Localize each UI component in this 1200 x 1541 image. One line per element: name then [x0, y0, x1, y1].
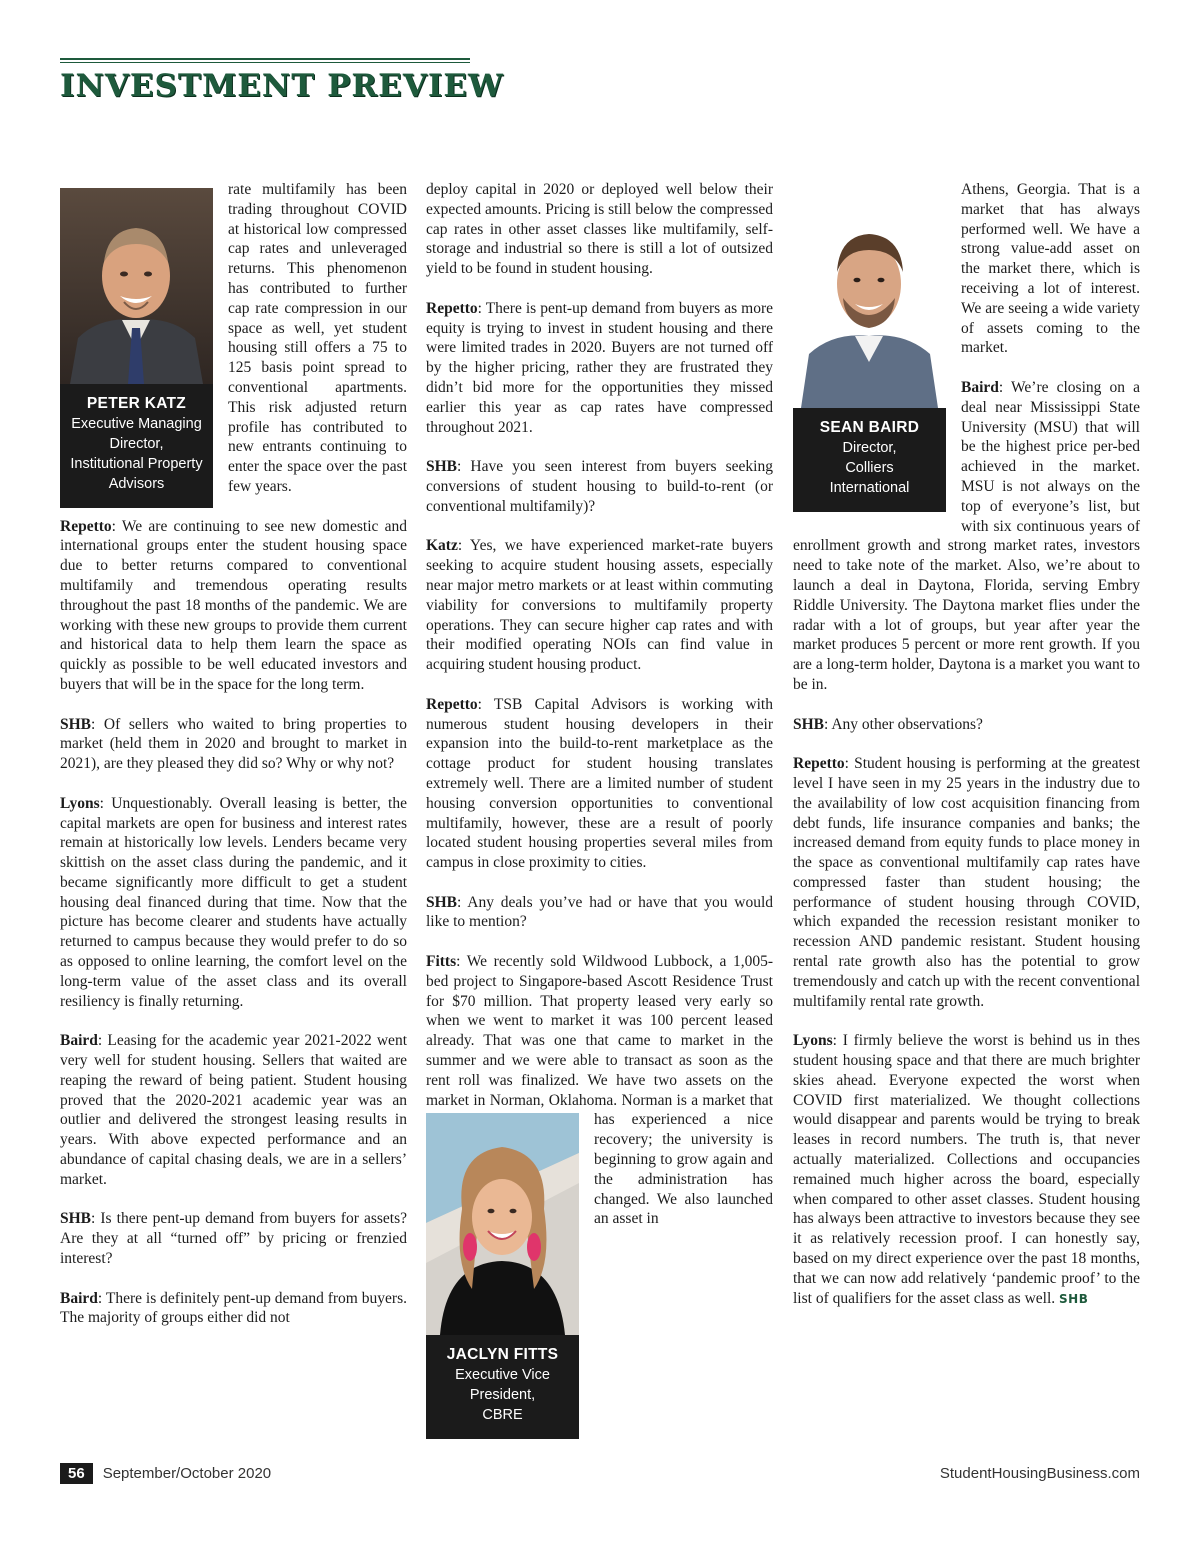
portrait-title-line: Executive Vice	[455, 1367, 550, 1383]
portrait-caption	[426, 1335, 579, 1439]
paragraph: Repetto: We are continuing to see new domestic and international groups enter the student housing space due to better returns compared to conventional multifamily and tremendous operating results throughout the past 18 months of the pandemic. We are working with these new groups to provide them current and historical data to help them learn the space as quickly as possible to be well educated investors and buyers that will be in the space for the long term.	[60, 517, 407, 693]
paragraph: Baird: We’re closing on a deal near Mississippi State University (MSU) that will be the highest price per-bed achieved in the market. MSU is not always on the top of everyone’s list, but with six continuous years of enrollment growth and strong market rates, investors need to take note of the market. Also, we’re about to launch a deal in Daytona, Florida, serving Embry Riddle University. The Daytona market flies under the radar with a lot of groups, but year after year the market produces 5 percent or more rent growth. If you are a long-term holder, Daytona is a market you want to be in.	[793, 378, 1140, 693]
speaker-label: SHB	[793, 715, 825, 733]
portrait-photo	[793, 186, 946, 408]
page-number: 56	[60, 1463, 93, 1484]
header-rule-thin	[60, 62, 470, 63]
question: SHB: Of sellers who waited to bring properties to market (held them in 2020 and brought to market in 2021), are they pleased they did so? Why or why not?	[60, 715, 407, 773]
portrait-title-line: International	[829, 480, 910, 496]
paragraph: Lyons: I firmly believe the worst is behind us in thes student housing space and that there are much brighter skies ahead. Everyone expected the worst when COVID first materialized. We thought collections would disappear and parents would be trying to break leases in record numbers. The truth is, that never actually materialized. Collections and occupancies remained much higher across the board, especially when compared to other asset classes. Student housing has always been attractive to investors because they see it as relatively recession proof. I can honestly say, based on my direct experience over the past 18 months, that we can now add relatively ‘pandemic proof’ to the list of qualifiers for the asset class as well. SHB	[793, 1032, 1140, 1307]
portrait-title-line: Institutional Property	[70, 456, 203, 472]
header-rule	[60, 58, 470, 60]
portrait-title-line: President,	[469, 1387, 536, 1403]
portrait-title-line: CBRE	[482, 1407, 523, 1423]
portrait-sean-baird	[793, 186, 946, 512]
paragraph: rate multifamily has been trading throughout COVID at historical low compressed cap rates and unleveraged returns. This phenomenon has contributed to further cap rate compression in our space as well, yet student housing still offers a 75 to 125 basis point spread to conventional apartments. This risk adjusted return profile has contributed to new entrants continuing to enter the space over the past few years.	[228, 181, 407, 495]
paragraph: Baird: There is definitely pent-up demand from buyers. The majority of groups either did not	[60, 1289, 407, 1327]
speaker-label: Fitts	[426, 953, 457, 971]
speaker-label: Repetto	[426, 695, 478, 713]
portrait-title-line: Director,	[842, 440, 897, 456]
portrait-title-line: Advisors	[108, 476, 165, 492]
question: SHB: Is there pent-up demand from buyers for assets? Are they at all “turned off” by pricing or frenzied interest?	[60, 1210, 407, 1268]
paragraph: Athens, Georgia. That is a market that has always performed well. We have a strong value-add asset on the market there, which is receiving a lot of interest. We are seeing a wide variety of assets coming to the market.	[961, 181, 1140, 357]
column-3	[793, 180, 1140, 1309]
speaker-label: SHB	[426, 458, 458, 476]
paragraph: Repetto: There is pent-up demand from buyers as more equity is trying to invest in student housing and there were limited trades in 2020. Buyers are not turned off by the higher pricing, rather they are frustrated they didn’t bid more for the opportunities they missed earlier this year as cap rates have compressed throughout 2021.	[426, 299, 773, 436]
portrait-caption	[60, 384, 213, 508]
speaker-label: SHB	[60, 715, 92, 733]
portrait-title-line: Executive Managing	[71, 416, 202, 432]
speaker-label: Lyons	[793, 1032, 833, 1050]
speaker-label: Baird	[60, 1289, 98, 1307]
speaker-label: Katz	[426, 537, 458, 555]
column-1	[60, 180, 407, 1328]
portrait-title-line: Colliers	[845, 460, 894, 476]
portrait-photo	[426, 1113, 579, 1335]
page-footer	[60, 1461, 1140, 1485]
speaker-label: Repetto	[426, 299, 478, 317]
paragraph: Katz: Yes, we have experienced market-rate buyers seeking to acquire student housing assets, especially near major metro markets or at least within commuting viability for conversions to multifamily property operations. They can secure higher cap rates and with their modified operating NOIs can find value in acquiring student housing product.	[426, 537, 773, 674]
paragraph: Baird: Leasing for the academic year 2021-2022 went very well for student housing. Sellers that waited are reaping the reward of being patient. Student housing proved that the 2020-2021 academic year was an outlier and delivered the strongest leasing results in years. With above expected performance and an abundance of capital chasing deals, we are in a sellers’ market.	[60, 1032, 407, 1188]
section-title: INVESTMENT PREVIEW	[60, 68, 504, 104]
portrait-jaclyn-fitts	[426, 1113, 579, 1439]
paragraph: Lyons: Unquestionably. Overall leasing is better, the capital markets are open for business and interest rates remain at historically low levels. Lenders became very skittish on the asset class during the pandemic, and it became significantly more difficult to get a student housing deal financed during that time. Now that the picture has become clearer and students have actually returned to campus because they would prefer to do so as opposed to online learning, the comfort level on the long-term value of the asset class and its overall resiliency is finally returning.	[60, 794, 407, 1010]
portrait-name: PETER KATZ	[86, 395, 187, 412]
speaker-label: Lyons	[60, 794, 100, 812]
paragraph: deploy capital in 2020 or deployed well below their expected amounts. Pricing is still below the compressed cap rates in other asset classes like multifamily, self-storage and industrial so there is still a lot of outsized yield to be found in student housing.	[426, 181, 773, 278]
paragraph: Repetto: TSB Capital Advisors is working with numerous student housing developers in their expansion into the build-to-rent marketplace as the cottage product for student housing translates extremely well. There are a limited number of student housing conversion opportunities to conventional multifamily, however, these are a result of poorly located student housing properties several miles from campus in close proximity to cities.	[426, 695, 773, 872]
portrait-name: JACLYN FITTS	[446, 1346, 559, 1363]
portrait-photo	[60, 188, 213, 384]
question: SHB: Have you seen interest from buyers seeking conversions of student housing to build-to-rent (or conventional multifamily)?	[426, 458, 773, 515]
speaker-label: Baird	[961, 378, 999, 396]
portrait-caption	[793, 408, 946, 512]
question: SHB: Any deals you’ve had or have that you would like to mention?	[426, 893, 773, 931]
fitts-lead-text: : We recently sold Wildwood Lubbock, a 1,005-bed project to Singapore-based Ascott Residence Trust for $70 million. That property leased very early so when we went to market it was 100 percent leased already. That was one that came to market in the summer and we were able to transact as soon as the rent roll was finalized. We have two assets on the market in Norman, Oklahoma. Norman is a market that has experienced a nice recovery; the university is beginning to grow again and the administration has changed. We also launched an asset in	[426, 953, 773, 1228]
speaker-label: Baird	[60, 1032, 98, 1050]
paragraph: Repetto: Student housing is performing at the greatest level I have seen in my 25 years in the industry due to the availability of low cost acquisition financing from debt funds, life insurance companies and banks; the increased demand from equity funds to place money in the space as conventional multifamily cap rates have compressed faster than student housing; the performance of student housing through COVID, which expanded the recession resistant moniker to recession AND pandemic resistant. Student housing rental rate growth also has the potential to grow tremendously and catch up with the recent conventional multifamily rental rate growth.	[793, 755, 1140, 1010]
speaker-label: Repetto	[793, 755, 845, 773]
speaker-label: SHB	[60, 1210, 92, 1228]
speaker-label: Repetto	[60, 517, 112, 535]
end-mark: SHB	[1059, 1291, 1089, 1306]
question: SHB: Any other observations?	[793, 715, 983, 733]
issue-date: September/October 2020	[102, 1464, 272, 1482]
portrait-title-line: Director,	[109, 436, 164, 452]
portrait-name: SEAN BAIRD	[819, 419, 920, 436]
section-header	[60, 58, 504, 104]
publication-site: StudentHousingBusiness.com	[939, 1464, 1140, 1482]
portrait-peter-katz	[60, 188, 213, 508]
speaker-label: SHB	[426, 893, 458, 911]
